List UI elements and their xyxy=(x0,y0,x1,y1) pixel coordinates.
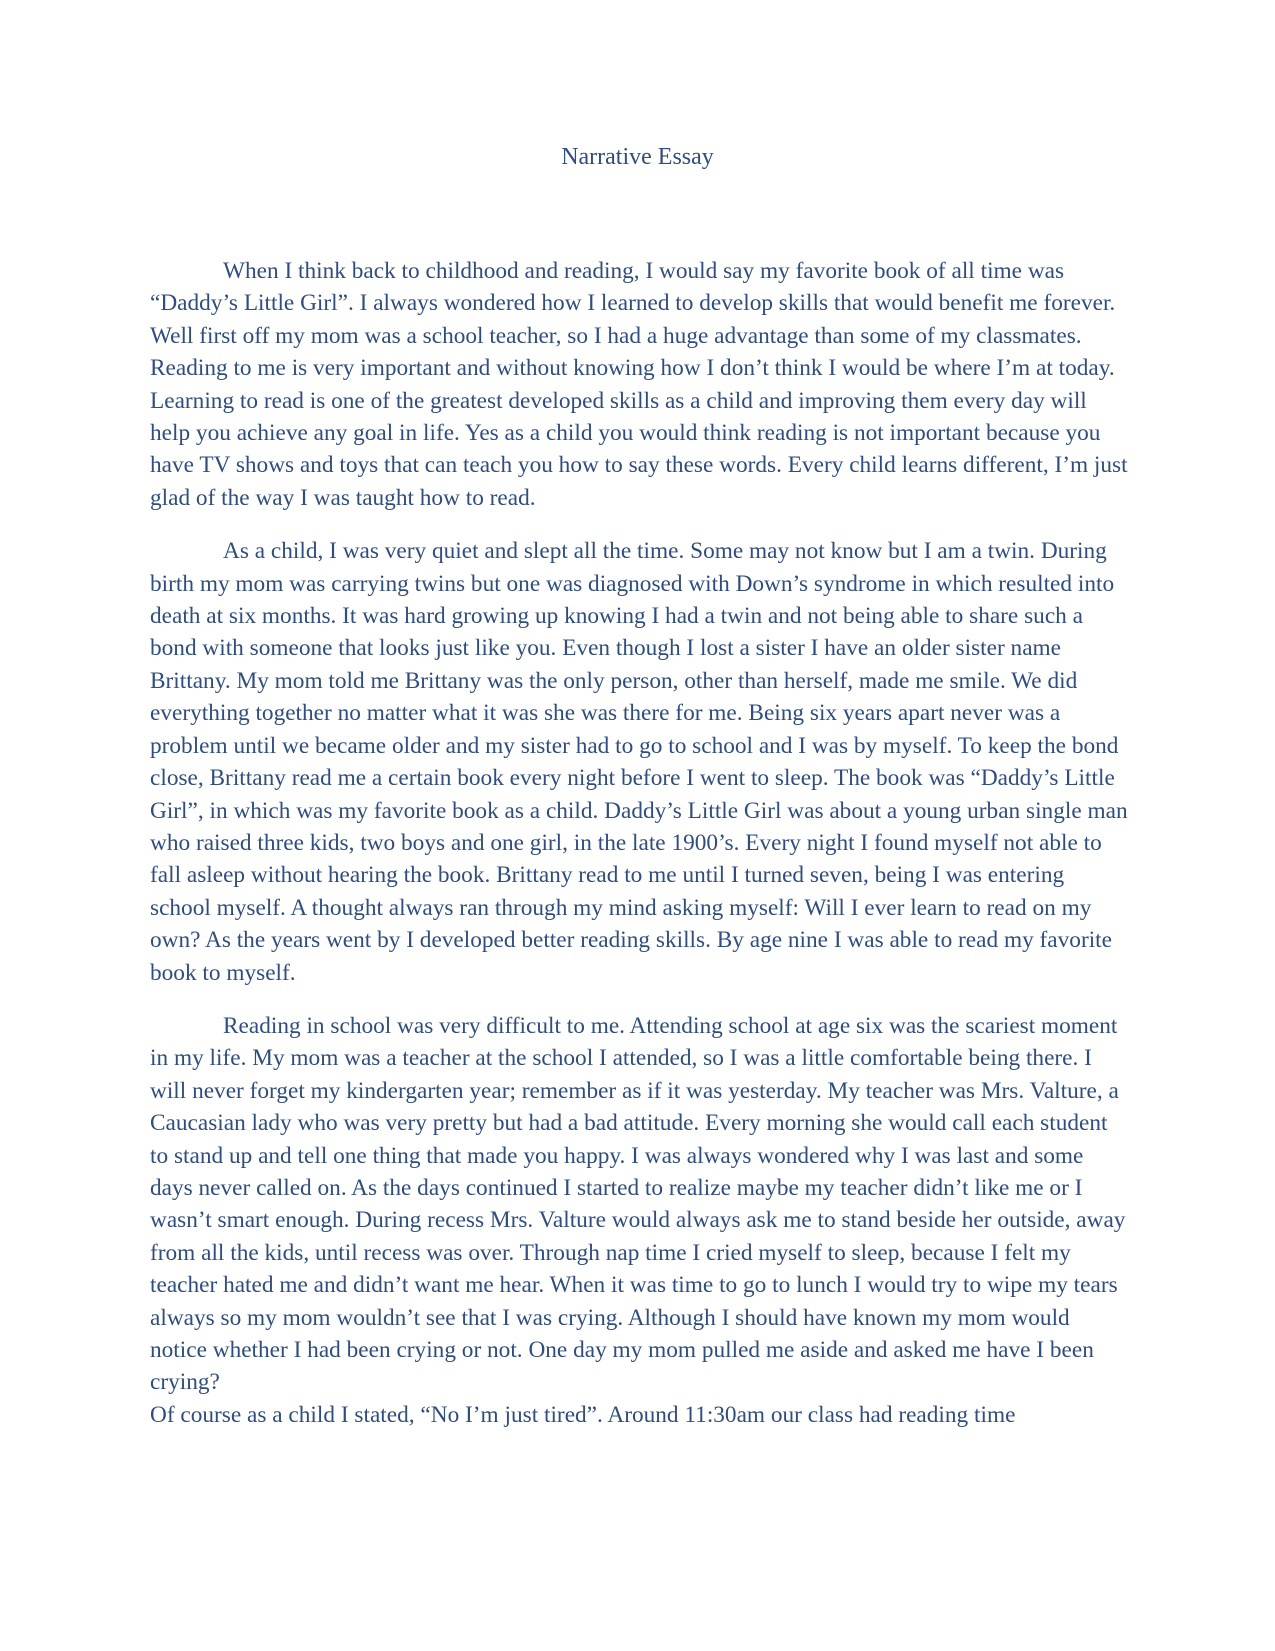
paragraph-4: Of course as a child I stated, “No I’m just tired”. Around 11:30am our class had reading time xyxy=(150,1401,1016,1428)
paragraph-1: When I think back to childhood and reading, I would say my favorite book of all time was “Daddy’s Little Girl”. I always wondered how I learned to develop skills that would benefit me forever. Well first off my mom was a school teacher, so I had a huge advantage than some of my classmates. Reading to me is very important and without knowing how I don’t think I would be where I’m at today. Learning to read is one of the greatest developed skills as a child and improving them every day will help you achieve any goal in life. Yes as a child you would think reading is not important because you have TV shows and toys that can teach you how to say these words. Every child learns different, I’m just glad of the way I was taught how to read. xyxy=(150,258,1128,511)
paragraph-3: Reading in school was very difficult to me. Attending school at age six was the scariest moment in my life. My mom was a teacher at the school I attended, so I was a little comfortable being there. I will never forget my kindergarten year; remember as if it was yesterday. My teacher was Mrs. Valture, a Caucasian lady who was very pretty but had a bad attitude. Every morning she would call each student to stand up and tell one thing that made you happy. I was always wondered why I was last and some days never called on. As the days continued I started to realize maybe my teacher didn’t like me or I wasn’t smart enough. During recess Mrs. Valture would always ask me to stand beside her outside, away from all the kids, until recess was over. Through nap time I cried myself to sleep, because I felt my teacher hated me and didn’t want me hear. When it was time to go to lunch I would try to wipe my tears always so my mom wouldn’t see that I was crying. Although I should have known my mom would notice whether I had been crying or not. One day my mom pulled me aside and asked me have I been crying? xyxy=(150,1012,1126,1396)
page-title: Narrative Essay xyxy=(561,144,714,170)
essay-body xyxy=(150,255,1130,1431)
paragraph-2: As a child, I was very quiet and slept all the time. Some may not know but I am a twin. During birth my mom was carrying twins but one was diagnosed with Down’s syndrome in which resulted into death at six months. It was hard growing up knowing I had a twin and not being able to share such a bond with someone that looks just like you. Even though I lost a sister I have an older sister name Brittany. My mom told me Brittany was the only person, other than herself, made me smile. We did everything together no matter what it was she was there for me. Being six years apart never was a problem until we became older and my sister had to go to school and I was by myself. To keep the bond close, Brittany read me a certain book every night before I went to sleep. The book was “Daddy’s Little Girl”, in which was my favorite book as a child. Daddy’s Little Girl was about a young urban single man who raised three kids, two boys and one girl, in the late 1900’s. Every night I found myself not able to fall asleep without hearing the book. Brittany read to me until I turned seven, being I was entering school myself. A thought always ran through my mind asking myself: Will I ever learn to read on my own? As the years went by I developed better reading skills. By age nine I was able to read my favorite book to myself. xyxy=(150,538,1128,986)
